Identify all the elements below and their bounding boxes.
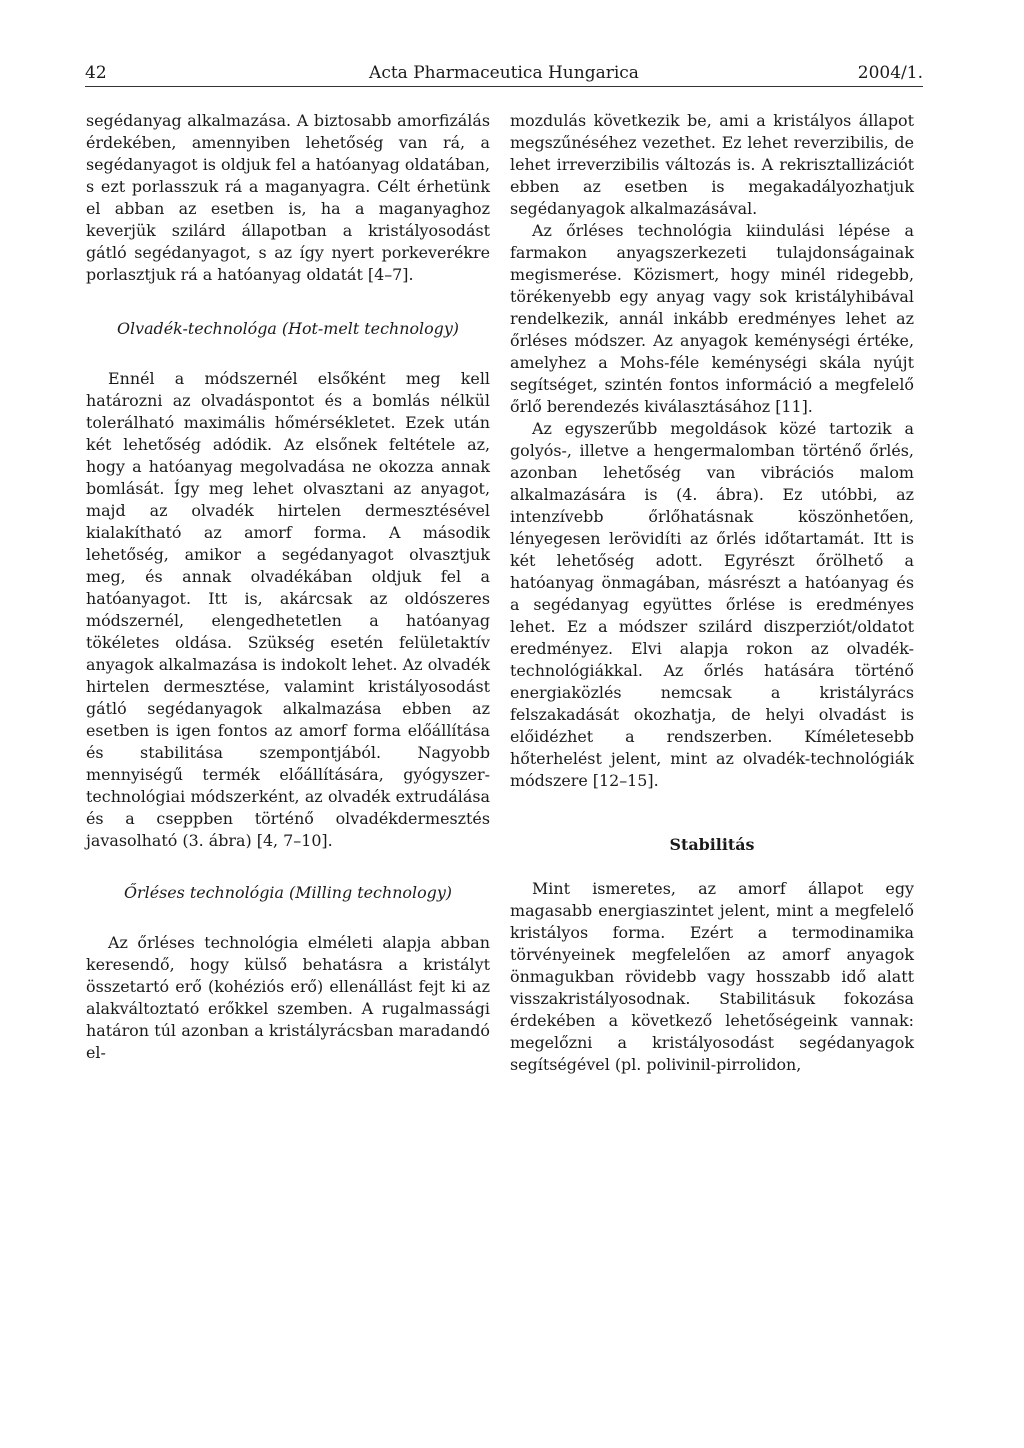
paragraph: Az egyszerűbb megoldások közé tartozik a golyós-, illetve a hengermalomban történő őrlés, azonban lehetőség van vibrációs malom alkalmazására is (4. ábra). Ez utóbbi, az intenzívebb őrlőhatásnak köszönhetően, lényegesen lerövidíti az őrlés időtartamát. Itt is két lehetőség adott. Egyrészt őrölhető a hatóanyag önmagában, másrészt a hatóanyag és a segédanyag együttes őrlése is eredményes lehet. Ez a módszer szilárd diszperziót/oldatot eredményez. Elvi alapja rokon az olvadék-technológiákkal. Az őrlés hatására történő energiaközlés nemcsak a kristályrács felszakadását okozhatja, de helyi olvadást is előidézhet a rendszerben. Kíméletesebb hőterhelést jelent, mint az olvadék-technológiák módszere [12–15]. (510, 419, 914, 790)
paragraph: Az őrléses technológia kiindulási lépése a farmakon anyagszerkezeti tulajdonságainak megismerése. Közismert, hogy minél ridegebb, törékenyebb egy anyag vagy sok kristályhibával rendelkezik, annál inkább eredményes lehet az őrléses módszer. Az anyagok keménységi értéke, amelyhez a Mohs-féle keménységi skála nyújt segítséget, szintén fontos információ a megfelelő őrlő berendezés kiválasztásához [11]. (510, 221, 914, 416)
right-column (510, 110, 914, 1076)
paragraph: mozdulás következik be, ami a kristályos állapot megszűnéséhez vezethet. Ez lehet reverzibilis, de lehet irreverzibilis változás is. A rekrisztallizációt ebben az esetben is megakadályozhatjuk segédanyagok alkalmazásával. (510, 111, 914, 218)
paragraph: Az őrléses technológia elméleti alapja abban keresendő, hogy külső behatásra a kristályt összetartó erő (kohéziós erő) ellenállást fejt ki az alakváltoztató erőkkel szemben. A rugalmassági határon túl azonban a kristályrácsban maradandó el- (86, 933, 490, 1062)
paragraph: Mint ismeretes, az amorf állapot egy magasabb energiaszintet jelent, mint a megfelelő kristályos forma. Ezért a termodinamika törvényeinek megfelelően az amorf anyagok önmagukban rövidebb vagy hosszabb idő alatt visszakristályosodnak. Stabilitásuk fokozása érdekében a következő lehetőségeink vannak: megelőzni a kristályosodást segédanyagok segítségével (pl. polivinil-pirrolidon, (510, 879, 914, 1074)
left-column (86, 110, 490, 1064)
page-number: 42 (85, 63, 107, 83)
journal-title: Acta Pharmaceutica Hungarica (369, 63, 639, 83)
section-heading-stability: Stabilitás (669, 835, 755, 854)
issue-label: 2004/1. (857, 63, 923, 83)
paragraph: segédanyag alkalmazása. A biztosabb amorfizálás érdekében, amennyiben lehetőség van rá, a segédanyagot is oldjuk fel a hatóanyag oldatában, s ezt porlasszuk rá a maganyagra. Célt érhetünk el abban az esetben is, ha a maganyaghoz keverjük szilárd állapotban a kristályosodást gátló segédanyagot, s az így nyert porkeverékre porlasztjuk rá a hatóanyag oldatát [4–7]. (86, 111, 490, 284)
section-heading-milling: Őrléses technológia (Milling technology) (123, 883, 452, 902)
section-heading-hot-melt: Olvadék-technológa (Hot-melt technology) (116, 319, 460, 338)
paragraph: Ennél a módszernél elsőként meg kell határozni az olvadáspontot és a bomlás nélkül tolerálható maximális hőmérsékletet. Ezek után két lehetőség adódik. Az elsőnek feltétele az, hogy a hatóanyag megolvadása ne okozza annak bomlását. Így meg lehet olvasztani az anyagot, majd az olvadék hirtelen dermesztésével kialakítható az amorf forma. A második lehetőség, amikor a segédanyagot olvasztjuk meg, és annak olvadékában oldjuk fel a hatóanyagot. Itt is, akárcsak az oldószeres módszernél, elengedhetetlen a hatóanyag tökéletes oldása. Szükség esetén felületaktív anyagok alkalmazása is indokolt lehet. Az olvadék hirtelen dermesztése, valamint kristályosodást gátló segédanyagok alkalmazása ebben az esetben is igen fontos az amorf forma előállítása és stabilitása szempontjából. Nagyobb mennyiségű termék előállítására, gyógyszer-technológiai módszerként, az olvadék extrudálása és a cseppben történő olvadékdermesztés javasolható (3. ábra) [4, 7–10]. (86, 369, 490, 850)
running-header (85, 62, 923, 87)
